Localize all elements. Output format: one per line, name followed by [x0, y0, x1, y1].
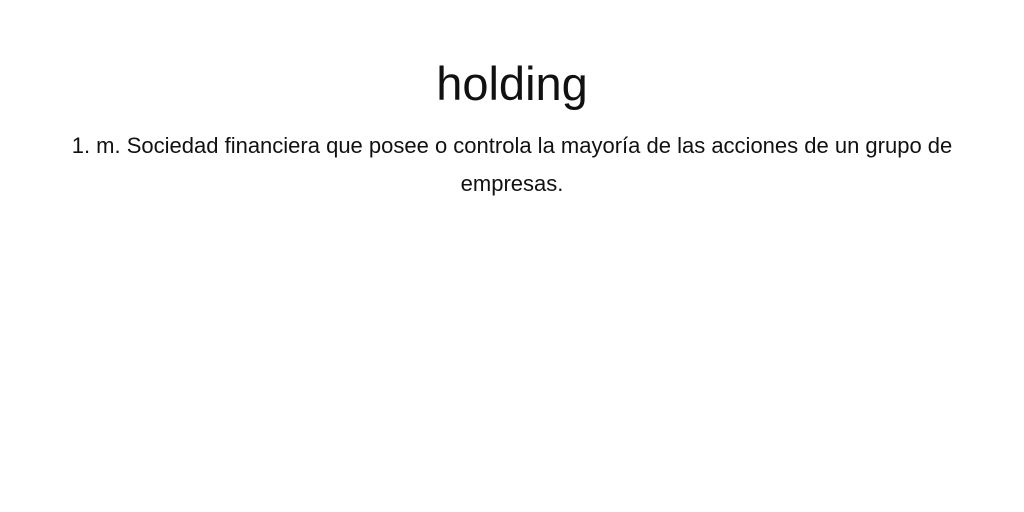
headword: holding	[436, 57, 588, 110]
definition-text: 1. m. Sociedad financiera que posee o controla la mayoría de las acciones de un grupo de empresas.	[71, 133, 953, 196]
